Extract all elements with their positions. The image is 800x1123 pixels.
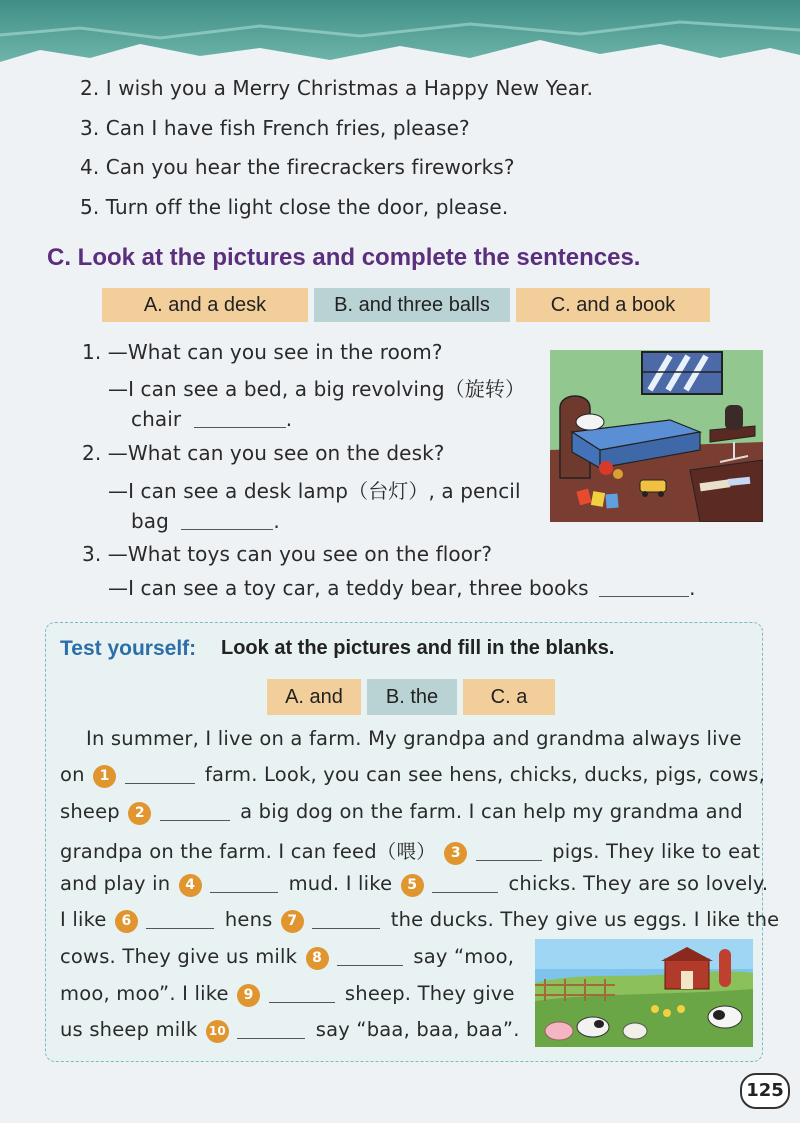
text: cows. They give us milk — [60, 945, 298, 968]
q3-answer — [108, 576, 696, 600]
text: moo, moo”. I like — [60, 982, 229, 1005]
q2-question: 2. —What can you see on the desk? — [82, 441, 445, 465]
text: hens — [224, 908, 273, 931]
section-b-item-3: 3. Can I have fish French fries, please? — [80, 116, 470, 140]
passage-line-8 — [60, 982, 515, 1007]
fill-blank-8[interactable] — [337, 949, 403, 966]
answer-blank[interactable] — [194, 409, 286, 428]
passage-line-1: In summer, I live on a farm. My grandpa and grandma always live — [86, 727, 742, 750]
passage-line-4 — [60, 836, 760, 865]
blank-number-2: 2 — [128, 802, 151, 825]
page-number: 125 — [740, 1073, 790, 1109]
text: a big dog on the farm. I can help my grandma and — [240, 800, 743, 823]
option-a: A. and a desk — [102, 288, 308, 322]
text: grandpa on the farm. I can feed（喂） — [60, 840, 436, 863]
option-b: B. and three balls — [314, 288, 510, 322]
passage-line-9 — [60, 1018, 520, 1043]
passage-line-3 — [60, 800, 743, 825]
blank-number-1: 1 — [93, 765, 116, 788]
blank-number-8: 8 — [306, 947, 329, 970]
q1-question: 1. —What can you see in the room? — [82, 340, 443, 364]
test-option-b: B. the — [367, 679, 457, 715]
section-b-item-5: 5. Turn off the light close the door, please. — [80, 195, 509, 219]
q1-answer: —I can see a bed, a big revolving（旋转） — [108, 377, 526, 401]
answer-blank[interactable] — [181, 511, 273, 530]
text: say “moo, — [413, 945, 515, 968]
option-c: C. and a book — [516, 288, 710, 322]
fill-blank-2[interactable] — [160, 804, 230, 821]
blank-number-10: 10 — [206, 1020, 229, 1043]
text: the ducks. They give us eggs. I like the — [390, 908, 780, 931]
fill-blank-3[interactable] — [476, 844, 542, 861]
section-c-heading: C. Look at the pictures and complete the sentences. — [47, 244, 641, 271]
blank-number-3: 3 — [444, 842, 467, 865]
blank-number-5: 5 — [401, 874, 424, 897]
blank-number-9: 9 — [237, 984, 260, 1007]
fill-blank-7[interactable] — [312, 912, 380, 929]
test-option-a: A. and — [267, 679, 361, 715]
q2-word: bag — [131, 509, 169, 533]
period: . — [689, 576, 696, 600]
fill-blank-10[interactable] — [237, 1022, 305, 1039]
farm-illustration — [535, 939, 753, 1047]
text: on — [60, 763, 85, 786]
q1-word: chair — [131, 407, 182, 431]
text: I like — [60, 908, 107, 931]
room-illustration — [550, 350, 763, 522]
passage-line-7 — [60, 945, 514, 970]
q2-answer-cont — [131, 509, 280, 533]
test-option-c: C. a — [463, 679, 555, 715]
blank-number-7: 7 — [281, 910, 304, 933]
text: mud. I like — [288, 872, 393, 895]
section-b-item-4: 4. Can you hear the firecrackers fireworks? — [80, 155, 515, 179]
fill-blank-4[interactable] — [210, 876, 278, 893]
passage-line-6 — [60, 908, 779, 933]
text: sheep — [60, 800, 120, 823]
text: pigs. They like to eat — [552, 840, 761, 863]
q3-question: 3. —What toys can you see on the floor? — [82, 542, 493, 566]
q2-answer: —I can see a desk lamp（台灯）, a pencil — [108, 479, 521, 503]
answer-blank[interactable] — [599, 578, 689, 597]
period: . — [285, 407, 293, 431]
text: and play in — [60, 872, 171, 895]
period: . — [273, 509, 280, 533]
text: farm. Look, you can see hens, chicks, ducks, pigs, cows, — [204, 763, 766, 786]
fill-blank-9[interactable] — [269, 986, 335, 1003]
fill-blank-5[interactable] — [432, 876, 498, 893]
text: sheep. They give — [344, 982, 515, 1005]
blank-number-6: 6 — [115, 910, 138, 933]
text: say “baa, baa, baa”. — [315, 1018, 520, 1041]
fill-blank-6[interactable] — [146, 912, 214, 929]
passage-line-5 — [60, 872, 768, 897]
decorative-banner — [0, 0, 800, 80]
blank-number-4: 4 — [179, 874, 202, 897]
test-instruction: Look at the pictures and fill in the blanks. — [221, 637, 615, 659]
section-b-item-2: 2. I wish you a Merry Christmas a Happy New Year. — [80, 76, 594, 100]
passage-line-2 — [60, 763, 765, 788]
text: us sheep milk — [60, 1018, 198, 1041]
test-yourself-label: Test yourself: — [60, 637, 197, 660]
text: chicks. They are so lovely. — [508, 872, 769, 895]
q3-text: —I can see a toy car, a teddy bear, three books — [108, 576, 589, 600]
q1-answer-cont — [131, 407, 292, 431]
fill-blank-1[interactable] — [125, 767, 195, 784]
